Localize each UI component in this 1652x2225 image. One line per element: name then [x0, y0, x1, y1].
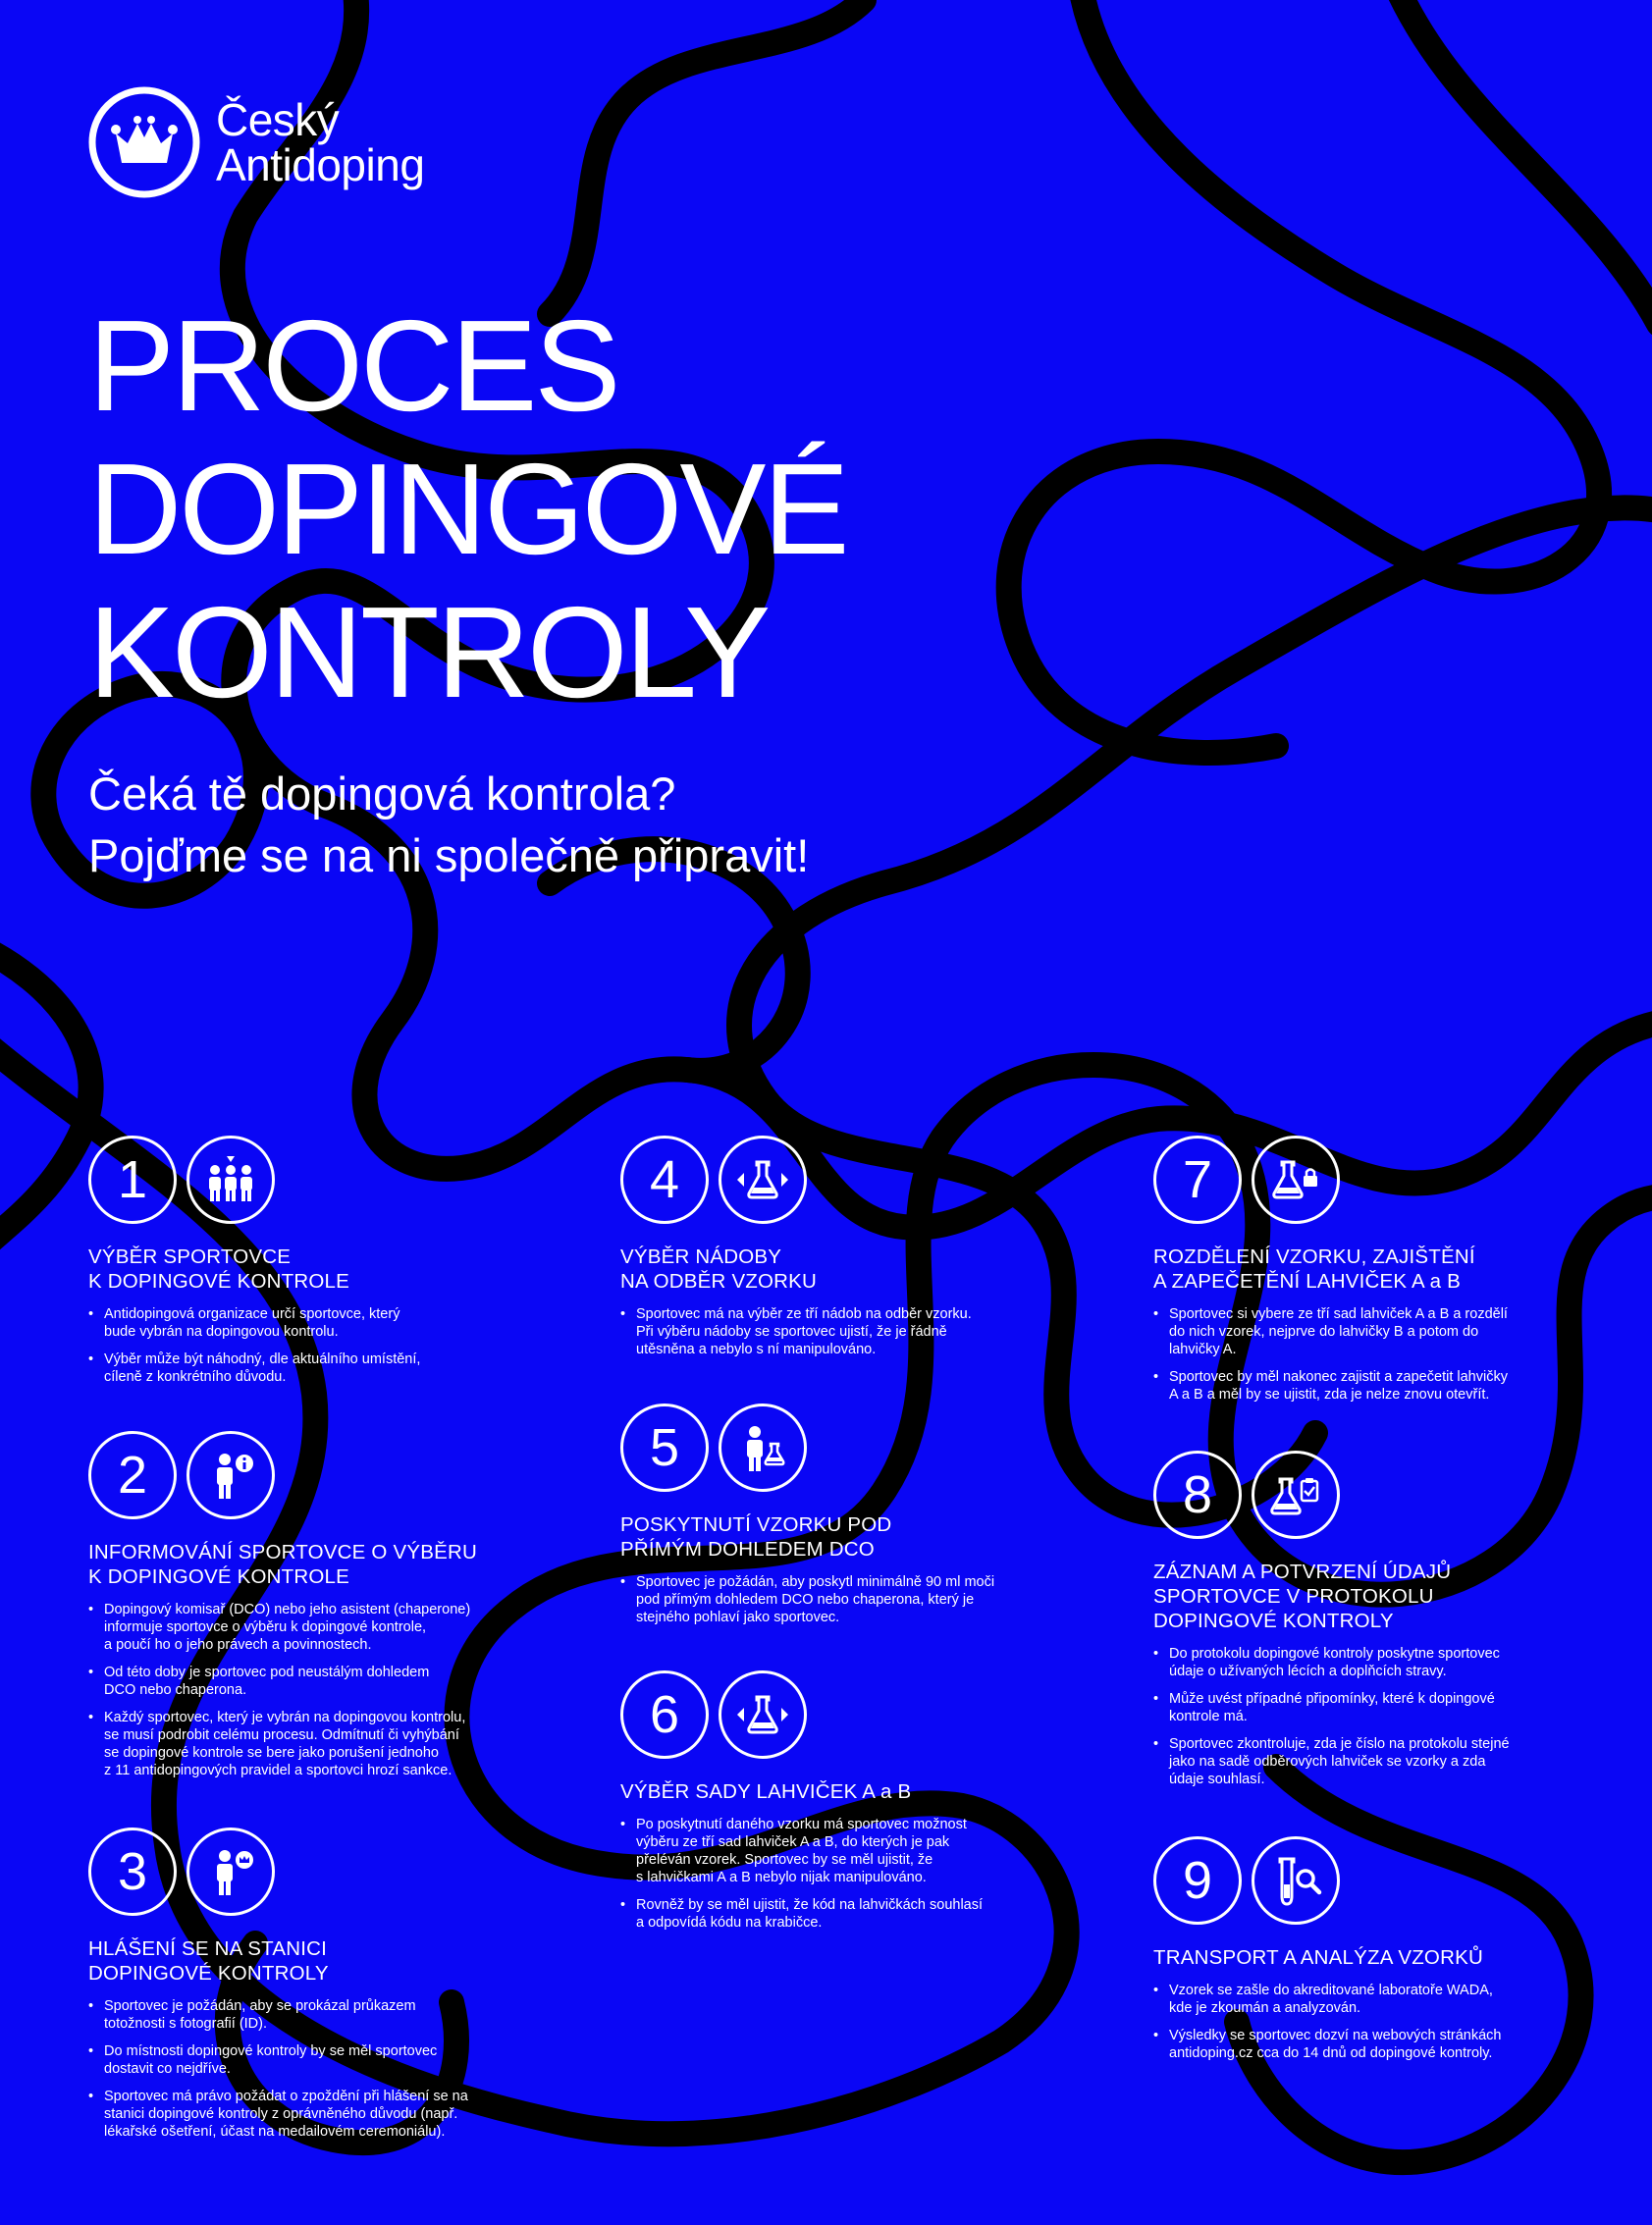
bullet-line: a poučí ho o jeho právech a povinnostech.	[104, 1637, 372, 1653]
bullet-item	[1169, 1982, 1615, 2017]
step-number: 5	[620, 1404, 709, 1492]
bullet-item	[1169, 2027, 1615, 2062]
step-title-line: VÝBĚR SPORTOVCE	[88, 1245, 292, 1268]
title-line: PROCES	[88, 293, 618, 438]
bullet-line: • Sportovec by měl nakonec zajistit a zapečetit lahvičky	[1169, 1369, 1508, 1385]
bullet-line: dostavit co nejdříve.	[104, 2061, 231, 2077]
bullet-line: stejného pohlaví jako sportovec.	[636, 1610, 840, 1625]
step-number: 2	[88, 1431, 177, 1519]
bullet-line: lékařské ošetření, účast na medailovém ceremoniálu).	[104, 2124, 446, 2140]
page-subtitle	[88, 763, 809, 886]
bullet-line: s lahvičkami A a B nebylo nijak manipulováno.	[636, 1870, 927, 1885]
bullet-line: • Po poskytnutí daného vzorku má sportovec možnost	[636, 1817, 967, 1832]
bullet-line: bude vybrán na dopingovou kontrolu.	[104, 1324, 339, 1340]
step-title-line: K DOPINGOVÉ KONTROLE	[88, 1565, 349, 1588]
bullet-line: utěsněna a nebylo s ní manipulováno.	[636, 1342, 877, 1357]
step-title-line: POSKYTNUTÍ VZORKU POD	[620, 1513, 892, 1536]
bullet-line: DCO nebo chaperona.	[104, 1682, 247, 1698]
step-number: 7	[1153, 1136, 1242, 1224]
bullet-line: • Sportovec je požádán, aby poskytl minimálně 90 ml moči	[636, 1574, 995, 1590]
step-bullets	[620, 1816, 1082, 1932]
step-5	[620, 1404, 1082, 1636]
step-number: 1	[88, 1136, 177, 1224]
step-7	[1153, 1136, 1615, 1413]
step-title-line: DOPINGOVÉ KONTROLY	[1153, 1610, 1394, 1632]
bullet-line: • Dopingový komisař (DCO) nebo jeho asistent (chaperone)	[104, 1602, 471, 1617]
step-title-line: INFORMOVÁNÍ SPORTOVCE O VÝBĚRU	[88, 1541, 477, 1563]
step-3	[88, 1828, 550, 2150]
subtitle-line: Čeká tě dopingová kontrola?	[88, 768, 676, 820]
bullet-line: údaje o užívaných lécích a doplňcích stravy.	[1169, 1664, 1447, 1679]
bullet-line: • Do místnosti dopingové kontroly by se měl sportovec	[104, 2043, 438, 2059]
bullet-line: výběru ze tří sad lahviček A a B, do kterých je pak	[636, 1834, 950, 1850]
bullet-item	[1169, 1645, 1615, 1680]
bullet-line: • Výběr může být náhodný, dle aktuálního umístění,	[104, 1351, 421, 1367]
step-8	[1153, 1451, 1615, 1798]
step-title	[620, 1245, 1082, 1294]
step-title-line: ROZDĚLENÍ VZORKU, ZAJIŠTĚNÍ	[1153, 1245, 1475, 1268]
bullet-line: lahvičky A.	[1169, 1342, 1237, 1357]
bullet-item	[104, 1305, 550, 1341]
bullet-line: informuje sportovce o výběru k dopingové kontrole,	[104, 1619, 427, 1635]
step-6	[620, 1670, 1082, 1941]
bullet-line: • Sportovec je požádán, aby se prokázal průkazem	[104, 1998, 416, 2014]
bullet-item	[104, 2042, 550, 2078]
step-title-line: DOPINGOVÉ KONTROLY	[88, 1962, 329, 1985]
bullet-line: • Výsledky se sportovec dozví na webových stránkách	[1169, 2028, 1502, 2043]
page-title	[88, 294, 846, 724]
brand-name-line1: Český	[216, 94, 340, 145]
bullet-line: jako na sadě odběrových lahviček se vzorky a zda	[1169, 1754, 1486, 1770]
bullet-line: • Sportovec zkontroluje, zda je číslo na protokolu stejné	[1169, 1736, 1510, 1752]
bullet-line: • Může uvést případné připomínky, které k dopingové	[1169, 1691, 1495, 1707]
flask-lock-icon	[1252, 1136, 1340, 1224]
step-number: 4	[620, 1136, 709, 1224]
step-title	[620, 1779, 1082, 1804]
brand-logo	[88, 86, 424, 198]
title-line: DOPINGOVÉ	[88, 437, 847, 581]
bullet-line: • Od této doby je sportovec pod neustálým dohledem	[104, 1665, 430, 1680]
bullet-line: stanici dopingové kontroly z oprávněného důvodu (např.	[104, 2106, 458, 2122]
step-title-line: PŘÍMÝM DOHLEDEM DCO	[620, 1538, 875, 1561]
step-4	[620, 1136, 1082, 1368]
brand-name-line2: Antidoping	[216, 139, 425, 190]
step-title-line: ZÁZNAM A POTVRZENÍ ÚDAJŮ	[1153, 1561, 1452, 1583]
step-number: 6	[620, 1670, 709, 1759]
step-title-line: TRANSPORT A ANALÝZA VZORKŮ	[1153, 1946, 1483, 1969]
step-1	[88, 1136, 550, 1396]
step-bullets	[620, 1573, 1082, 1626]
flask-choice-icon	[719, 1136, 807, 1224]
step-number: 3	[88, 1828, 177, 1916]
step-title	[1153, 1245, 1615, 1294]
step-title-line: VÝBĚR SADY LAHVIČEK A a B	[620, 1780, 912, 1803]
bullet-line: • Antidopingová organizace určí sportovce, který	[104, 1306, 400, 1322]
step-title-line: HLÁŠENÍ SE NA STANICI	[88, 1937, 328, 1960]
step-title-line: A ZAPEČETĚNÍ LAHVIČEK A a B	[1153, 1270, 1462, 1293]
bullet-line: • Sportovec má právo požádat o zpoždění při hlášení se na	[104, 2089, 468, 2104]
bullet-line: antidoping.cz cca do 14 dnů od dopingové kontroly.	[1169, 2045, 1493, 2061]
bullet-line: • Každý sportovec, který je vybrán na dopingovou kontrolu,	[104, 1710, 466, 1725]
bullet-line: • Sportovec si vybere ze tří sad lahviček A a B a rozdělí	[1169, 1306, 1508, 1322]
step-title	[88, 1936, 550, 1986]
bullet-line: pod přímým dohledem DCO nebo chaperona, který je	[636, 1592, 975, 1608]
bullet-line: • Rovněž by se měl ujistit, že kód na lahvičkách souhlasí	[636, 1897, 984, 1913]
step-title-line: VÝBĚR NÁDOBY	[620, 1245, 782, 1268]
flask-choice-icon	[719, 1670, 807, 1759]
step-title	[88, 1540, 550, 1589]
flask-clipboard-icon	[1252, 1451, 1340, 1539]
athlete-flask-icon	[719, 1404, 807, 1492]
bullet-line: • Do protokolu dopingové kontroly poskytne sportovec	[1169, 1646, 1500, 1662]
athlete-crown-icon	[187, 1828, 275, 1916]
title-line: KONTROLY	[88, 580, 769, 724]
step-bullets	[88, 1601, 550, 1779]
bullet-line: kde je zkoumán a analyzován.	[1169, 2000, 1361, 2016]
step-2	[88, 1431, 550, 1789]
step-number: 8	[1153, 1451, 1242, 1539]
bullet-line: přeléván vzorek. Sportovec by se měl ujistit, že	[636, 1852, 933, 1868]
bullet-line: údaje souhlasí.	[1169, 1772, 1265, 1787]
bullet-line: do nich vzorek, nejprve do lahvičky B a potom do	[1169, 1324, 1479, 1340]
bullet-item	[104, 1997, 550, 2033]
bullet-item	[104, 1601, 550, 1654]
bullet-line: se dopingové kontrole se bere jako porušení jednoho	[104, 1745, 439, 1761]
bullet-item	[104, 1709, 550, 1779]
step-bullets	[620, 1305, 1082, 1358]
bullet-line: cíleně z konkrétního důvodu.	[104, 1369, 287, 1385]
step-number: 9	[1153, 1836, 1242, 1925]
step-bullets	[1153, 1982, 1615, 2062]
athletes-selection-icon	[187, 1136, 275, 1224]
athlete-info-icon	[187, 1431, 275, 1519]
bullet-line: se musí podrobit celému procesu. Odmítnutí či vyhýbání	[104, 1727, 459, 1743]
bullet-line: Při výběru nádoby se sportovec ujistí, že je řádně	[636, 1324, 947, 1340]
crown-icon	[88, 86, 200, 198]
step-9	[1153, 1836, 1615, 2072]
step-bullets	[1153, 1645, 1615, 1788]
bullet-line: a odpovídá kódu na krabičce.	[636, 1915, 823, 1931]
step-title-line: SPORTOVCE V PROTOKOLU	[1153, 1585, 1434, 1608]
step-title	[1153, 1945, 1615, 1970]
bullet-item	[1169, 1305, 1615, 1358]
test-tube-search-icon	[1252, 1836, 1340, 1925]
bullet-item	[636, 1305, 1082, 1358]
step-bullets	[1153, 1305, 1615, 1404]
bullet-line: kontrole má.	[1169, 1709, 1248, 1724]
bullet-item	[104, 1664, 550, 1699]
step-title	[88, 1245, 550, 1294]
step-bullets	[88, 1997, 550, 2141]
bullet-item	[104, 2088, 550, 2141]
bullet-line: z 11 antidopingových pravidel a sportovci hrozí sankce.	[104, 1763, 453, 1778]
step-title-line: K DOPINGOVÉ KONTROLE	[88, 1270, 349, 1293]
bullet-line: totožnosti s fotografií (ID).	[104, 2016, 268, 2032]
step-title	[620, 1512, 1082, 1562]
step-title-line: NA ODBĚR VZORKU	[620, 1270, 818, 1293]
bullet-item	[636, 1896, 1082, 1932]
bullet-item	[1169, 1690, 1615, 1725]
bullet-item	[1169, 1368, 1615, 1404]
bullet-line: A a B a měl by se ujistit, zda je nelze znovu otevřít.	[1169, 1387, 1490, 1403]
bullet-item	[636, 1816, 1082, 1886]
bullet-item	[636, 1573, 1082, 1626]
step-bullets	[88, 1305, 550, 1386]
bullet-line: • Sportovec má na výběr ze tří nádob na odběr vzorku.	[636, 1306, 972, 1322]
brand-name	[216, 94, 425, 190]
bullet-line: • Vzorek se zašle do akreditované laboratoře WADA,	[1169, 1983, 1493, 1998]
step-title	[1153, 1560, 1615, 1633]
bullet-item	[104, 1351, 550, 1386]
bullet-item	[1169, 1735, 1615, 1788]
subtitle-line: Pojďme se na ni společně připravit!	[88, 829, 810, 881]
